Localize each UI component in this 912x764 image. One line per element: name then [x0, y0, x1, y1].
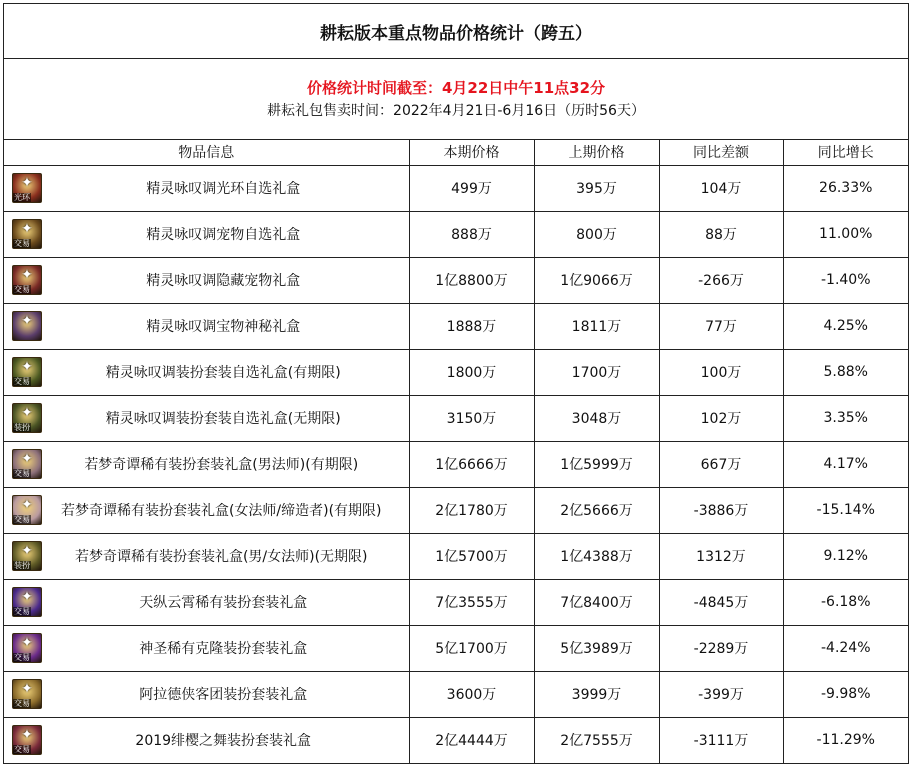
gift-box-mage-female-icon: ✦ 交易 — [12, 495, 42, 525]
item-name: 精灵咏叹调装扮套装自选礼盒(无期限) — [105, 411, 341, 427]
table-row — [4, 717, 908, 763]
price-difference: -3111万 — [659, 717, 783, 763]
price-statistics-sheet — [3, 3, 909, 764]
current-price: 1亿5700万 — [409, 533, 534, 579]
gift-box-knight-icon: ✦ 交易 — [12, 679, 42, 709]
gift-box-avatar-permanent-icon: ✦ 装扮 — [12, 403, 42, 433]
table-row — [4, 349, 908, 395]
price-difference: -2289万 — [659, 625, 783, 671]
table-row — [4, 671, 908, 717]
gift-box-treasure-icon: ✦ — [12, 311, 42, 341]
header-growth: 同比增长 — [783, 140, 908, 165]
item-name: 精灵咏叹调光环自选礼盒 — [146, 181, 301, 197]
current-price: 3150万 — [409, 395, 534, 441]
price-table — [4, 140, 908, 763]
growth-rate: 9.12% — [783, 533, 908, 579]
growth-rate: 3.35% — [783, 395, 908, 441]
item-name: 2019绯樱之舞装扮套装礼盒 — [135, 733, 312, 750]
item-name: 阿拉德侠客团装扮套装礼盒 — [139, 687, 308, 703]
item-cell — [4, 349, 409, 395]
header-item: 物品信息 — [4, 140, 409, 165]
gift-box-hidden-pet-icon: ✦ 交易 — [12, 265, 42, 295]
current-price: 888万 — [409, 211, 534, 257]
item-cell — [4, 579, 409, 625]
growth-rate: -1.40% — [783, 257, 908, 303]
item-name: 精灵咏叹调隐藏宠物礼盒 — [146, 273, 301, 289]
sheet-title: 耕耘版本重点物品价格统计（跨五） — [4, 4, 908, 59]
item-name: 若梦奇谭稀有装扮套装礼盒(女法师/缔造者)(有期限) — [60, 503, 382, 519]
gift-box-clone-icon: ✦ 交易 — [12, 633, 42, 663]
table-row — [4, 165, 908, 211]
current-price: 499万 — [409, 165, 534, 211]
item-cell — [4, 211, 409, 257]
item-name: 精灵咏叹调宝物神秘礼盒 — [146, 319, 301, 335]
item-cell — [4, 625, 409, 671]
previous-price: 7亿8400万 — [534, 579, 659, 625]
previous-price: 2亿5666万 — [534, 487, 659, 533]
table-row — [4, 257, 908, 303]
deadline-text: 价格统计时间截至：4月22日中午11点32分 — [306, 79, 606, 97]
growth-rate: -9.98% — [783, 671, 908, 717]
sale-period-text: 耕耘礼包售卖时间：2022年4月21日-6月16日（历时56天） — [267, 103, 645, 119]
previous-price: 1亿4388万 — [534, 533, 659, 579]
gift-box-mage-permanent-icon: ✦ 装扮 — [12, 541, 42, 571]
info-block — [4, 59, 908, 140]
table-row — [4, 487, 908, 533]
item-cell — [4, 533, 409, 579]
item-name: 精灵咏叹调装扮套装自选礼盒(有期限) — [105, 365, 341, 381]
table-row — [4, 441, 908, 487]
growth-rate: 5.88% — [783, 349, 908, 395]
gift-box-halo-icon: ✦ 光环 — [12, 173, 42, 203]
previous-price: 395万 — [534, 165, 659, 211]
growth-rate: 4.17% — [783, 441, 908, 487]
table-row — [4, 211, 908, 257]
previous-price: 1700万 — [534, 349, 659, 395]
current-price: 1亿8800万 — [409, 257, 534, 303]
current-price: 2亿1780万 — [409, 487, 534, 533]
previous-price: 3048万 — [534, 395, 659, 441]
price-difference: -4845万 — [659, 579, 783, 625]
price-difference: 77万 — [659, 303, 783, 349]
current-price: 2亿4444万 — [409, 717, 534, 763]
current-price: 1亿6666万 — [409, 441, 534, 487]
current-price: 1800万 — [409, 349, 534, 395]
item-cell — [4, 487, 409, 533]
item-cell — [4, 395, 409, 441]
price-difference: 104万 — [659, 165, 783, 211]
price-difference: 88万 — [659, 211, 783, 257]
previous-price: 3999万 — [534, 671, 659, 717]
item-cell — [4, 441, 409, 487]
growth-rate: -15.14% — [783, 487, 908, 533]
item-cell — [4, 257, 409, 303]
item-cell — [4, 717, 409, 763]
gift-box-2019-icon: ✦ 交易 — [12, 725, 42, 755]
item-cell — [4, 303, 409, 349]
item-name: 天纵云霄稀有装扮套装礼盒 — [139, 595, 308, 611]
growth-rate: 26.33% — [783, 165, 908, 211]
price-difference: -3886万 — [659, 487, 783, 533]
price-difference: -399万 — [659, 671, 783, 717]
header-current-price: 本期价格 — [409, 140, 534, 165]
current-price: 1888万 — [409, 303, 534, 349]
current-price: 7亿3555万 — [409, 579, 534, 625]
gift-box-mage-male-icon: ✦ 交易 — [12, 449, 42, 479]
header-previous-price: 上期价格 — [534, 140, 659, 165]
previous-price: 1亿9066万 — [534, 257, 659, 303]
previous-price: 2亿7555万 — [534, 717, 659, 763]
item-name: 精灵咏叹调宠物自选礼盒 — [146, 227, 301, 243]
previous-price: 1亿5999万 — [534, 441, 659, 487]
previous-price: 5亿3989万 — [534, 625, 659, 671]
current-price: 3600万 — [409, 671, 534, 717]
item-name: 神圣稀有克隆装扮套装礼盒 — [139, 641, 308, 657]
current-price: 5亿1700万 — [409, 625, 534, 671]
growth-rate: -6.18% — [783, 579, 908, 625]
price-difference: 667万 — [659, 441, 783, 487]
gift-box-avatar-limited-icon: ✦ 交易 — [12, 357, 42, 387]
previous-price: 800万 — [534, 211, 659, 257]
price-difference: 102万 — [659, 395, 783, 441]
item-name: 若梦奇谭稀有装扮套装礼盒(男/女法师)(无期限) — [74, 549, 368, 565]
price-difference: -266万 — [659, 257, 783, 303]
table-row — [4, 395, 908, 441]
growth-rate: -4.24% — [783, 625, 908, 671]
item-cell — [4, 671, 409, 717]
item-cell — [4, 165, 409, 211]
table-row — [4, 533, 908, 579]
growth-rate: -11.29% — [783, 717, 908, 763]
growth-rate: 11.00% — [783, 211, 908, 257]
item-name: 若梦奇谭稀有装扮套装礼盒(男法师)(有期限) — [84, 457, 359, 473]
price-difference: 100万 — [659, 349, 783, 395]
table-header-row — [4, 140, 908, 165]
table-row — [4, 303, 908, 349]
gift-box-pet-icon: ✦ 交易 — [12, 219, 42, 249]
previous-price: 1811万 — [534, 303, 659, 349]
price-difference: 1312万 — [659, 533, 783, 579]
growth-rate: 4.25% — [783, 303, 908, 349]
table-row — [4, 579, 908, 625]
header-difference: 同比差额 — [659, 140, 783, 165]
table-row — [4, 625, 908, 671]
gift-box-cloud-icon: ✦ 交易 — [12, 587, 42, 617]
